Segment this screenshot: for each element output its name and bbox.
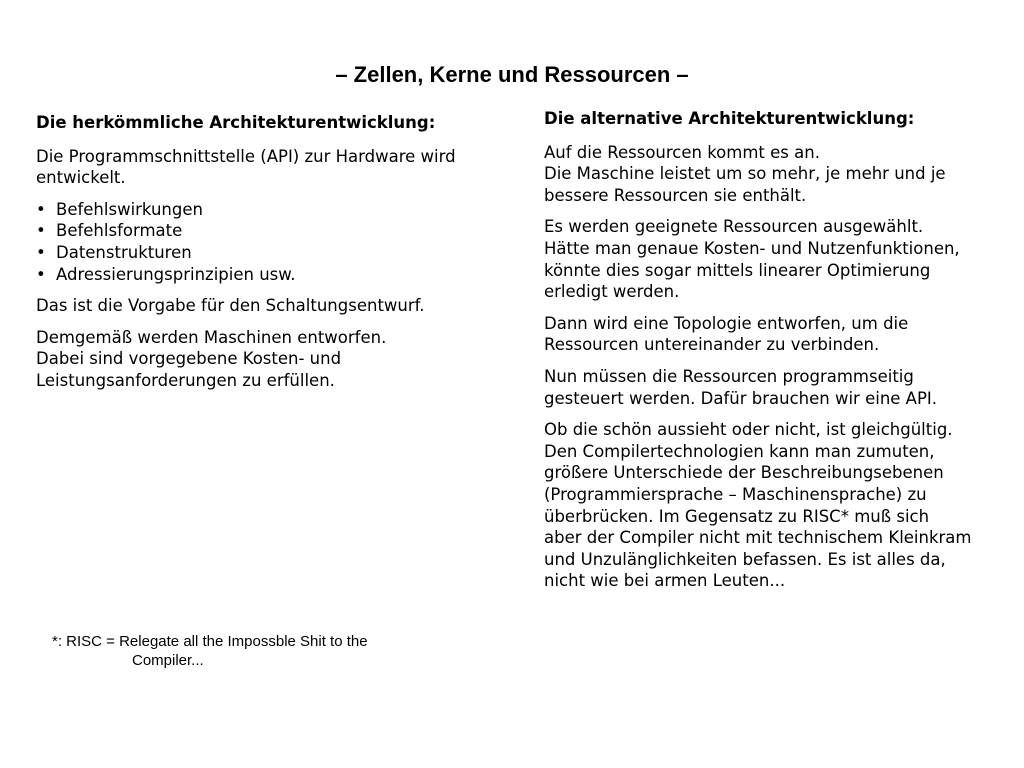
text-line: Demgemäß werden Maschinen entworfen. bbox=[36, 327, 387, 347]
text-line: Leistungsanforderungen zu erfüllen. bbox=[36, 370, 335, 390]
text-line: Ob die schön aussieht oder nicht, ist gleichgültig. bbox=[544, 420, 953, 440]
text-line: gesteuert werden. Dafür brauchen wir eine API. bbox=[544, 388, 938, 408]
list-item bbox=[36, 264, 506, 286]
bullet-icon: • bbox=[36, 221, 46, 241]
text-line: aber der Compiler nicht mit technischem Kleinkram bbox=[544, 528, 972, 548]
right-paragraph-ressourcen bbox=[544, 142, 1004, 207]
right-heading: Die alternative Architekturentwicklung: bbox=[544, 109, 915, 128]
list-item bbox=[36, 242, 506, 264]
left-heading: Die herkömmliche Architekturentwicklung: bbox=[36, 113, 436, 132]
right-column bbox=[544, 108, 1004, 602]
text-line: Die Maschine leistet um so mehr, je mehr und je bbox=[544, 164, 946, 184]
left-paragraph-api: Die Programmschnittstelle (API) zur Hardware wird entwickelt. bbox=[36, 146, 456, 188]
right-paragraph-compiler bbox=[544, 419, 1004, 592]
text-line: erledigt werden. bbox=[544, 282, 680, 302]
list-item bbox=[36, 199, 506, 221]
footnote-line: Compiler... bbox=[132, 652, 204, 669]
text-line: könnte dies sogar mittels linearer Optimierung bbox=[544, 260, 931, 280]
list-item-label: Befehlsformate bbox=[56, 221, 183, 241]
right-paragraph-topologie bbox=[544, 313, 1004, 356]
slide-title: – Zellen, Kerne und Ressourcen – bbox=[335, 62, 689, 87]
right-paragraph-api bbox=[544, 366, 1004, 409]
text-line: bessere Ressourcen sie enthält. bbox=[544, 185, 807, 205]
text-line: Hätte man genaue Kosten- und Nutzenfunktionen, bbox=[544, 238, 960, 258]
text-line: überbrücken. Im Gegensatz zu RISC* muß sich bbox=[544, 506, 930, 526]
text-line: Dabei sind vorgegebene Kosten- und bbox=[36, 349, 342, 369]
right-paragraph-auswahl bbox=[544, 216, 1004, 302]
footnote-line: *: RISC = Relegate all the Impossble Shit to the bbox=[52, 633, 368, 650]
text-line: Es werden geeignete Ressourcen ausgewählt. bbox=[544, 217, 924, 237]
list-item bbox=[36, 220, 506, 242]
text-line: Den Compilertechnologien kann man zumuten, bbox=[544, 441, 935, 461]
list-item-label: Adressierungsprinzipien usw. bbox=[56, 264, 296, 284]
text-line: und Unzulänglichkeiten befassen. Es ist alles da, bbox=[544, 549, 946, 569]
text-line: Auf die Ressourcen kommt es an. bbox=[544, 142, 820, 162]
left-bullet-list bbox=[36, 199, 506, 285]
left-paragraph-maschinen bbox=[36, 327, 506, 392]
text-line: (Programmiersprache – Maschinensprache) zu bbox=[544, 484, 927, 504]
text-line: nicht wie bei armen Leuten... bbox=[544, 571, 786, 591]
text-line: Dann wird eine Topologie entworfen, um die bbox=[544, 313, 909, 333]
text-line: Ressourcen untereinander zu verbinden. bbox=[544, 335, 880, 355]
bullet-icon: • bbox=[36, 242, 46, 262]
list-item-label: Befehlswirkungen bbox=[56, 199, 203, 219]
footnote bbox=[52, 632, 472, 670]
left-column bbox=[36, 108, 506, 402]
list-item-label: Datenstrukturen bbox=[56, 242, 192, 262]
text-line: Nun müssen die Ressourcen programmseitig bbox=[544, 366, 914, 386]
bullet-icon: • bbox=[36, 199, 46, 219]
bullet-icon: • bbox=[36, 264, 46, 284]
text-line: größere Unterschiede der Beschreibungsebenen bbox=[544, 463, 944, 483]
left-paragraph-vorgabe: Das ist die Vorgabe für den Schaltungsentwurf. bbox=[36, 296, 425, 316]
